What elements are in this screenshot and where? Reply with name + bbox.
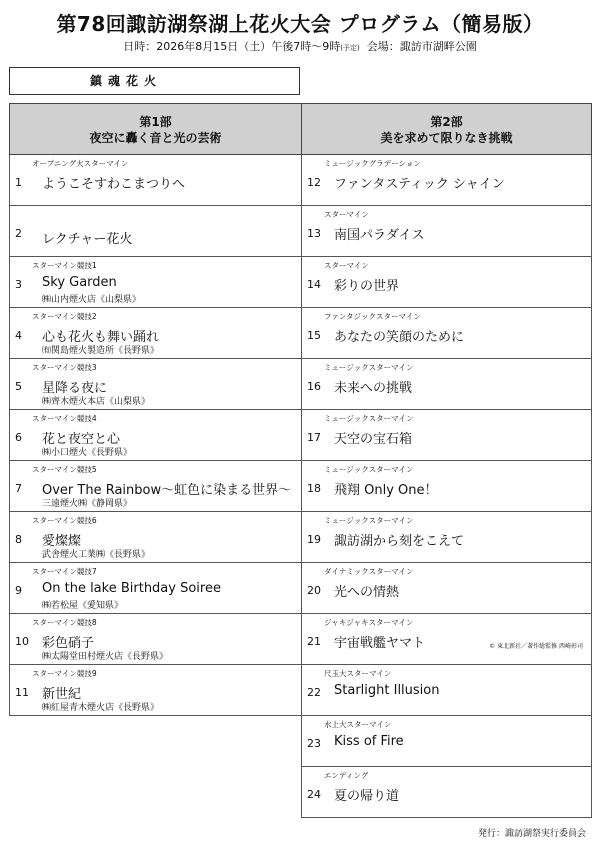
program-name: 飛翔 Only One！	[334, 483, 438, 498]
program-maker: ㈱若松屋《愛知県》	[42, 601, 124, 611]
program-row	[9, 563, 302, 614]
program-number: 10	[15, 635, 29, 648]
program-name: 心も花火も舞い踊れ	[42, 330, 160, 345]
program-number: 6	[15, 431, 22, 444]
program-row	[301, 563, 592, 614]
program-number: 14	[307, 278, 321, 291]
publisher: 発行：諏訪湖祭実行委員会	[477, 829, 586, 839]
program-category: スターマイン	[324, 261, 369, 270]
program-number: 12	[307, 176, 321, 189]
program-row	[9, 665, 302, 716]
program-number: 2	[15, 227, 22, 240]
program-category: ミュージックスターマイン	[324, 465, 414, 474]
program-name: 夏の帰り道	[334, 789, 400, 804]
program-maker: 武舎煙火工業㈱《長野県》	[42, 550, 151, 560]
program-name: 彩色硝子	[42, 636, 95, 651]
program-number: 4	[15, 329, 22, 342]
program-category: ダイナミックスターマイン	[324, 567, 414, 576]
event-info	[0, 38, 600, 54]
program-maker: ㈲関島煙火製造所《長野県》	[42, 346, 160, 356]
program-row	[9, 461, 302, 512]
part2-label: 第2部	[430, 115, 463, 129]
program-number: 5	[15, 380, 22, 393]
program-number: 19	[307, 533, 321, 546]
program-category: ミュージックグラデーション	[324, 159, 421, 168]
program-row	[9, 155, 302, 206]
program-number: 13	[307, 227, 321, 240]
program-row	[301, 665, 592, 716]
program-name: ファンタスティック シャイン	[334, 177, 505, 192]
program-number: 17	[307, 431, 321, 444]
program-row	[9, 359, 302, 410]
program-name: Kiss of Fire	[334, 734, 404, 749]
program-row	[9, 614, 302, 665]
program-category: スターマイン競技5	[32, 465, 97, 474]
program-name: ようこそすわこまつりへ	[42, 177, 186, 192]
program-row	[301, 308, 592, 359]
program-number: 11	[15, 686, 29, 699]
program-row	[9, 206, 302, 257]
program-category: ミュージックスターマイン	[324, 516, 414, 525]
program-number: 1	[15, 176, 22, 189]
program-name: 彩りの世界	[334, 279, 400, 294]
program-category: スターマイン競技4	[32, 414, 97, 423]
program-category: 尺玉大スターマイン	[324, 669, 392, 678]
program-category: スターマイン競技7	[32, 567, 97, 576]
program-maker: ㈱太陽堂田村煙火店《長野県》	[42, 652, 169, 662]
program-category: スターマイン	[324, 210, 369, 219]
part1-header	[9, 103, 302, 155]
event-note: (予定)	[340, 44, 360, 52]
program-number: 8	[15, 533, 22, 546]
program-row	[301, 206, 592, 257]
program-name: 光への情熱	[334, 585, 400, 600]
program-category: オープニング大スターマイン	[32, 159, 129, 168]
part1-theme: 夜空に轟く音と光の芸術	[89, 131, 222, 145]
program-number: 18	[307, 482, 321, 495]
program-number: 15	[307, 329, 321, 342]
program-row	[9, 308, 302, 359]
program-category: ファンタジックスターマイン	[324, 312, 421, 321]
program-category: エンディング	[324, 771, 369, 780]
program-name: Starlight Illusion	[334, 683, 440, 698]
program-credit: © 東北新社／著作総監修 西崎彰司	[489, 643, 583, 650]
program-row	[301, 614, 592, 665]
program-name: 花と夜空と心	[42, 432, 121, 447]
program-row	[9, 410, 302, 461]
program-maker: 三遠煙火㈱《静岡県》	[42, 499, 133, 509]
program-name: 愛燦燦	[42, 534, 82, 549]
program-number: 22	[307, 686, 321, 699]
part1-label: 第1部	[139, 115, 172, 129]
section-chinkon: 鎮魂花火	[9, 67, 300, 95]
program-number: 7	[15, 482, 22, 495]
event-datetime: 日時：2026年8月15日（土）午後7時～9時	[123, 40, 341, 53]
program-row	[301, 716, 592, 767]
program-name: On the lake Birthday Soiree	[42, 581, 221, 596]
program-category: スターマイン競技1	[32, 261, 97, 270]
program-number: 16	[307, 380, 321, 393]
program-number: 3	[15, 278, 22, 291]
program-number: 21	[307, 635, 321, 648]
program-row	[301, 767, 592, 818]
program-maker: ㈱齊木煙火本店《山梨県》	[42, 397, 151, 407]
program-table	[9, 103, 592, 815]
program-category: スターマイン競技8	[32, 618, 97, 627]
part2-list	[301, 155, 592, 818]
program-category: ミュージックスターマイン	[324, 363, 414, 372]
program-number: 24	[307, 788, 321, 801]
program-row	[301, 461, 592, 512]
program-maker: ㈱山内煙火店《山梨県》	[42, 295, 142, 305]
part1-list	[9, 155, 302, 716]
program-category: 水上大スターマイン	[324, 720, 392, 729]
program-category: スターマイン競技9	[32, 669, 97, 678]
program-name: 南国パラダイス	[334, 228, 425, 243]
program-category: スターマイン競技6	[32, 516, 97, 525]
program-name: あなたの笑顔のために	[334, 330, 465, 345]
program-category: ジャキジャキスターマイン	[324, 618, 414, 627]
program-number: 23	[307, 737, 321, 750]
program-name: 星降る夜に	[42, 381, 108, 396]
program-name: 新世紀	[42, 687, 82, 702]
part2-theme: 美を求めて限りなき挑戦	[380, 131, 513, 145]
program-maker: ㈱紅屋青木煙火店《長野県》	[42, 703, 160, 713]
program-category: ミュージックスターマイン	[324, 414, 414, 423]
program-row	[9, 512, 302, 563]
event-venue: 会場：諏訪市湖畔公園	[366, 40, 477, 53]
page-title: 第78回諏訪湖祭湖上花火大会 プログラム（簡易版）	[56, 12, 544, 36]
program-category: スターマイン競技2	[32, 312, 97, 321]
program-row	[301, 155, 592, 206]
program-name: 未来への挑戦	[334, 381, 413, 396]
program-name: レクチャー花火	[42, 232, 133, 247]
program-name: Over The Rainbow～虹色に染まる世界～	[42, 483, 292, 498]
program-name: 天空の宝石箱	[334, 432, 413, 447]
program-name: Sky Garden	[42, 275, 117, 290]
program-name: 諏訪湖から刻をこえて	[334, 534, 465, 549]
program-number: 20	[307, 584, 321, 597]
program-maker: ㈱小口煙火《長野県》	[42, 448, 133, 458]
program-row	[9, 257, 302, 308]
program-row	[301, 410, 592, 461]
program-number: 9	[15, 584, 22, 597]
program-name: 宇宙戦艦ヤマト	[334, 636, 426, 651]
program-category: スターマイン競技3	[32, 363, 97, 372]
part2-header	[301, 103, 592, 155]
program-row	[301, 359, 592, 410]
program-row	[301, 257, 592, 308]
program-row	[301, 512, 592, 563]
